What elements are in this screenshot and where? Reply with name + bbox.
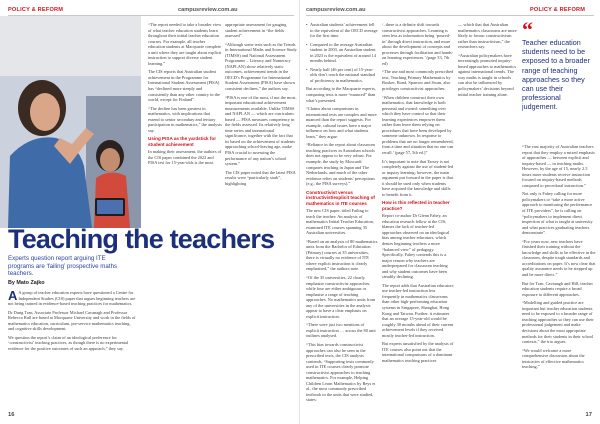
paragraph: Not only is Fahey calling for more policymakers to “take a more active approach to monitoring the performance of ITE providers”, he is calling on “policymakers to implement direct inspection of what is taught at university and what practices graduating teachers demonstrate”. [522,191,593,236]
paragraph: Dr Dung Tran, Associate Professor Michael Cavanagh and Professor Rebecca Bull are based at Macquarie University and work in the fields of mathematics education, curriculum, pre-service mathematics teaching, and cognitive skills development. [8,309,136,332]
paragraph: But for Tran, Cavanagh and Hill, teacher education students require a broad exposure to different approaches. [522,280,593,297]
paragraph: “Of the 35 universities, 22 clearly emphasise constructivist approaches, while four are either ambiguous or emphasise a range of teaching approaches. No mathematics units from any of the universities in the analysis appear to have a clear emphasis on explicit instruction. [306,275,376,319]
section-label: POLICY & REFORM [8,7,64,13]
header-rule [306,15,594,16]
paragraph: “There were just two mentions of explicit instruction … across the 80 unit outlines analysed. [306,322,376,339]
paragraph: In making their assessment, the authors of the CIS paper combined the 2022 and PISA test for 15-year-olds is the most [148,149,222,166]
page-number: 16 [8,412,15,418]
paragraph: “Claims about comparisons in international tests are complex and more nuanced than the report suggests. For example, cultural issues have a major influence on how and what students learn,” they argue. [306,106,377,139]
pull-quote [522,17,596,112]
lead-text: A group of teacher education experts have questioned a Centre for Independent Studies (CIS) paper that argues beginning teachers are not being trained in evidence-based teaching practices for mathematics. [8,290,136,307]
paragraph: We question the report’s claim of an ideological preference for ‘constructivist’ teaching practices, as though there is no experimental evidence for the positive outcomes of such an approach,” they say. [8,334,129,351]
paragraph: It’s important to note that Tarsey is not completely against the use of student-led or inquiry learning; however, the main argument put forward in the paper is that it should be used only when students have acquired the knowledge and skills to benefit from it. [382,158,454,197]
paragraph: “The decline has been greatest in mathematics, with implications that extend to senior secondary and tertiary participation in mathematics,” the analysts say. [148,105,222,133]
teacher-photo [0,16,141,228]
page-number: 17 [585,412,592,418]
bullet-list [306,22,378,83]
subheading: How is this reflected in teacher practice? [382,200,450,211]
paragraph: appropriate assessment for gauging student achievement in “the fields assessed”. [225,22,287,39]
paragraph: “Modelling and guided practice are important but teacher education students need to be exposed to a broader range of teaching approaches so they can use their professional judgement and make decisions about the most appropriate methods for their students in their school contexts,” the trio argues. [522,300,594,345]
classroom-illustration [0,16,141,228]
paragraph: “Based on an analysis of 80 mathematics units from the Bachelor of Education (Primary) courses at 35 universities, there is virtually no evidence of ITE where explicit instruction is clearly emphasised,” the authors note. [306,238,378,272]
paragraph: “The vast majority of Australian teachers report that they employ a mixed emphasis of approaches — between explicit and inquiry-based — in teaching maths. However, by the age of 15, nearly 2.5 times more students receive instruction focused on inquiry-based methods compared to procedural instruction.” [522,144,595,188]
article-column-4 [306,22,378,406]
article-column-6a [458,22,518,100]
lead-paragraph [8,290,136,307]
article-column-3 [225,22,297,189]
paragraph: The CIS reports that Australian student achievement in the Programme for International Student Assessment (PISA) has “declined more steeply and consistently than any other country in the world, except for Finland”. [148,69,220,103]
paragraph: “Australian policymakers have increasingly promoted inquiry-based approaches to mathematics against international trends. The way maths is taught in schools can also be influenced by policymakers’ decisions beyond initial teacher training alone. [458,52,517,97]
list-item: • Compared to the average Australian student in 2003, an Australian student in 2023 is the equivalent of around 14 months behind. [306,42,378,64]
paragraph: But experts unsatisfied by the analysis of ITE courses also point out that the international comparisons of a dominant mathematics teaching practices [382,341,454,363]
paragraph: “This bias towards constructivist approaches can also be seen in the prescribed texts, the CIS analysts contends. “Supporting texts commonly used in ITE courses clearly promote constructivist approaches to teaching mathematics. For example, Helping Children Learn Mathematics by Reys et al., the most commonly prescribed textbook in the units that were studied, states: [306,342,376,403]
paragraph: But according to the Macquarie experts, comparing tests is more “nuanced” than what’s presented. [306,86,376,103]
subheading: Using PISA as the yardstick for student achievement [148,136,216,147]
paragraph: Report co-author Dr Glenn Fahey, an education research fellow at the CIS, blames the lack of teacher-led approaches observed on an ideological bias among teacher educators, which denies beginning teachers a more “balanced view” of pedagogy. Specifically, Fahey contends this is a major reason why teachers are underprepared for classroom teaching and why student outcomes have been steadily declining. [382,213,450,280]
paragraph: ‘..there is a definite shift towards constructivist approaches. Learning is seen less as information being ‘poured-in’ through direct instruction, and more about the development of concepts and processes through facilitation and hands-on learning experiences.’ (page 33, 7th ed) [382,22,454,66]
list-item: • Nearly half (46 per cent) of 15-year-olds don’t reach the national standard of proficiency in mathematics. [306,67,378,84]
article-standfirst: Experts question report arguing ITE programs are ‘failing’ prospective maths teachers. [8,255,118,278]
paragraph: The CIS paper noted that the latest PISA results were “particularly stark”, highlighting [225,169,296,186]
article-byline: By Mato Zajko [8,280,45,286]
article-headline: Teaching the teachers [8,224,275,254]
paragraph: “Reliance in the report about classroom teaching practices in Australian schools does not appear to be very robust. For example, the study by Moscardi compares teaching in Japan and The Netherlands, and much of the other evidence relies on students’ perceptions (e.g., the PISA surveys).” [306,142,375,187]
site-url[interactable]: campusreview.com.au [178,7,238,13]
site-url[interactable]: campusreview.com.au [306,7,366,13]
paragraph: “The use and most commonly prescribed text, Teaching Primary Mathematics by Booker, Bond, Sparrow and Swan, also privileges constructivist approaches: [382,69,454,92]
subheading: Constructivist versus instructivist/explicit teaching of mathematics in ITE courses [306,189,375,206]
article-column-6b [522,144,596,373]
article-column-2 [148,22,222,169]
drop-cap: A [8,288,18,303]
paragraph: — which that that Australian mathematics classrooms are more likely to favour constructivism rather than instructivism,” the researchers say. [458,22,517,50]
section-label: POLICY & REFORM [530,7,586,13]
paragraph: The new CIS paper, titled Failing to teach the teacher: An analysis of mathematics Initial Teacher Education, examined ITE courses spanning 35 Australian universities. [306,207,374,236]
paragraph: “The report needed to take a broader view of what teacher education students learn throughout their initial teacher education courses. For example, all teacher education students at Macquarie complete a unit where they are taught about explicit instruction to support diverse student learning.” [148,22,222,66]
paragraph: “PISA is one of the most, if not the most, important educational achievement measurements available. Unlike TIMSS and NAPLAN — which are curriculum based — PISA measures competency in the fields assessed. Its relatively long time series and international significance, together with the fact that its based on the achievement of students approaching school-leaving age, make PISA crucial to assessing the performance of any nation’s school system.” [225,94,297,167]
paragraph: “We would welcome a more comprehensive discussion about the intricacies of effective mathematics teaching.” [522,347,585,370]
paragraph: “Although some tests such as the Trends in International Maths and Science Study (TIMSS) and National Assessment Programme – Literacy and Numeracy (NAPLAN) show relatively static outcomes, achievement trends in the OECD’s Programme for International Student Assessment (PISA) have shown consistent declines,” the authors say. [225,41,297,92]
pull-quote-text: Teacher education students need to be exposed to a broader range of teaching approaches so they can use their professional judgement. [522,38,590,112]
list-item: • Australian students’ achievement fell to the equivalent of the OECD average for the first time. [306,22,378,39]
article-column-5 [382,22,454,366]
right-page [300,0,600,424]
paragraph: ‘When children construct their own mathematics, that knowledge is both personal and owned: something over which they have control so that their learning experiences empower them rather than leave them relying on procedures that have been developed by someone unknown. In response to problems that are no longer remembered, from a time and situation that no one can recall.’ (page 57, 5th ed.)” [382,94,454,156]
paragraph: “For years now, new teachers have finished their training without the knowledge and skills to be effective in the classroom, despite tough standards and accreditations on paper. It’s now clear that quality assurance needs to be stepped up and be more direct.” [522,238,596,278]
paragraph: The report adds that Australian educators use teacher-led instruction less frequently in mathematics classrooms than other high-performing education systems in Singapore, Shanghai, Hong Kong and Taiwan. Further, it estimates that an average 15-year-old would be roughly 30 months ahead of their current achievement levels if they received mostly teacher-led instruction. [382,282,454,338]
article-column-1 [8,290,136,354]
quote-mark-icon: “ [522,17,533,42]
